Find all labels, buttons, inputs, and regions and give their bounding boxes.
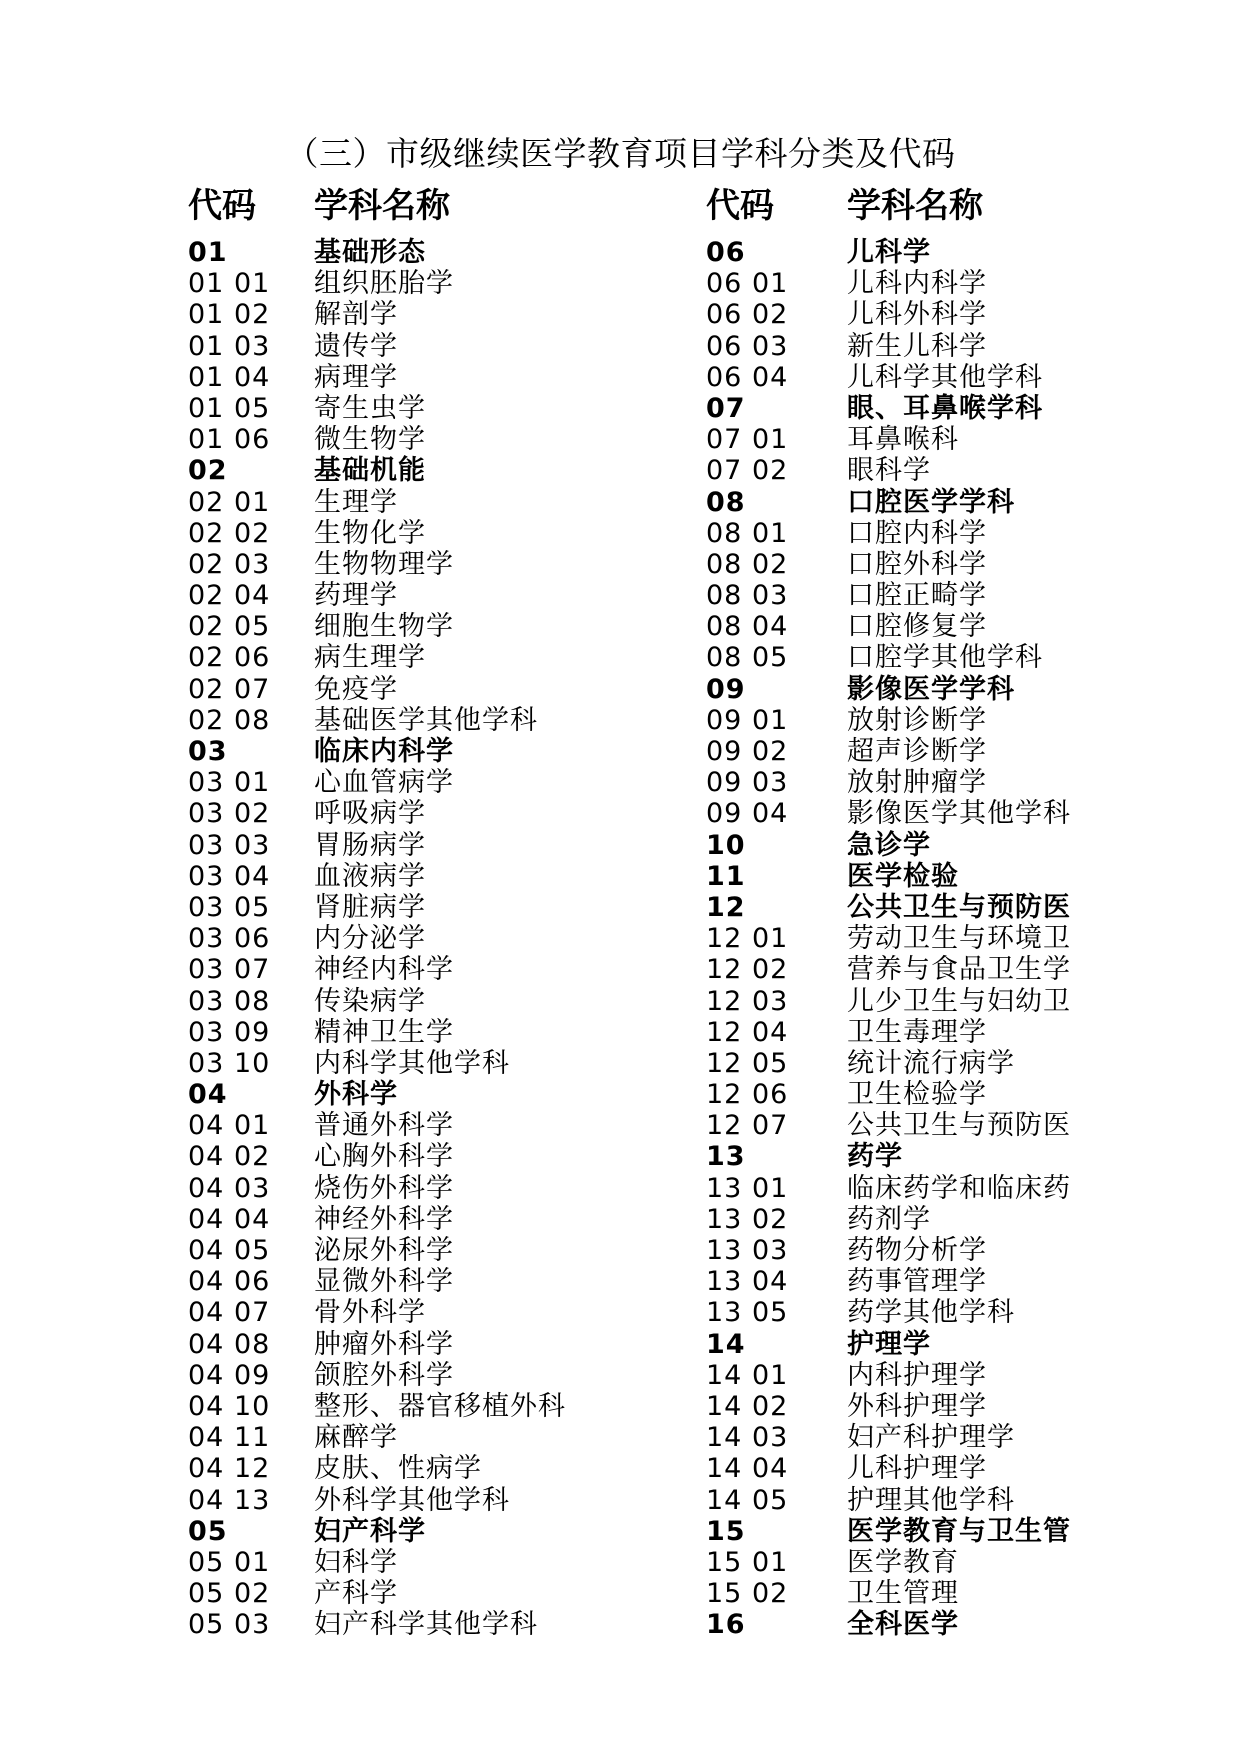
subject-name: 内科学其他学科 — [314, 1047, 510, 1079]
subject-row — [706, 1485, 1176, 1516]
subject-code: 02 06 — [188, 642, 271, 674]
subject-row — [188, 861, 658, 892]
subject-row — [188, 674, 658, 705]
subject-code: 05 03 — [188, 1609, 271, 1641]
category-row — [706, 1609, 1176, 1640]
subject-code: 03 06 — [188, 923, 271, 955]
category-row — [706, 487, 1176, 518]
subject-code: 12 07 — [706, 1110, 789, 1142]
subject-name: 病生理学 — [314, 642, 426, 674]
subject-row — [188, 1266, 658, 1297]
subject-row — [706, 1079, 1176, 1110]
subject-code: 02 02 — [188, 517, 271, 549]
left-column — [188, 237, 658, 1640]
subject-code: 05 01 — [188, 1546, 271, 1578]
category-row — [706, 1516, 1176, 1547]
subject-code: 03 07 — [188, 954, 271, 986]
subject-row — [706, 424, 1176, 455]
subject-code: 09 02 — [706, 736, 789, 767]
subject-code: 09 01 — [706, 704, 789, 736]
subject-name: 基础医学其他学科 — [314, 704, 538, 736]
subject-name: 呼吸病学 — [314, 798, 426, 830]
subject-row — [188, 1485, 658, 1516]
subject-code: 01 05 — [188, 392, 271, 424]
subject-code: 14 — [706, 1328, 746, 1360]
subject-code: 02 05 — [188, 611, 271, 643]
subject-name: 药事管理学 — [847, 1266, 987, 1298]
subject-code: 07 01 — [706, 424, 789, 456]
subject-row — [706, 580, 1176, 611]
subject-row — [706, 954, 1176, 985]
subject-code: 13 02 — [706, 1203, 789, 1235]
subject-code: 02 07 — [188, 673, 271, 705]
subject-name: 劳动卫生与环境卫 — [847, 923, 1071, 955]
subject-code: 01 03 — [188, 330, 271, 362]
subject-code: 03 03 — [188, 829, 271, 861]
subject-code: 04 11 — [188, 1422, 271, 1454]
subject-name: 儿少卫生与妇幼卫 — [847, 985, 1071, 1017]
subject-row — [188, 767, 658, 798]
subject-code: 04 08 — [188, 1328, 271, 1360]
category-row — [188, 237, 658, 268]
subject-name: 内分泌学 — [314, 923, 426, 955]
subject-name: 医学教育与卫生管 — [847, 1515, 1071, 1547]
subject-row — [188, 331, 658, 362]
subject-name: 儿科内科学 — [847, 268, 987, 300]
subject-name: 外科学其他学科 — [314, 1484, 510, 1516]
subject-code: 12 03 — [706, 985, 789, 1017]
subject-name: 放射诊断学 — [847, 704, 987, 736]
right-column — [706, 237, 1176, 1640]
subject-code: 04 07 — [188, 1297, 271, 1329]
category-row — [188, 1516, 658, 1547]
subject-row — [706, 611, 1176, 642]
subject-name: 普通外科学 — [314, 1110, 454, 1142]
subject-code: 04 03 — [188, 1172, 271, 1204]
subject-row — [706, 1453, 1176, 1484]
subject-code: 01 — [188, 237, 228, 268]
subject-name: 新生儿科学 — [847, 330, 987, 362]
subject-code: 05 — [188, 1515, 228, 1547]
subject-name: 口腔医学学科 — [847, 486, 1015, 518]
category-row — [706, 861, 1176, 892]
subject-row — [188, 393, 658, 424]
subject-row — [706, 767, 1176, 798]
subject-name: 皮肤、性病学 — [314, 1453, 482, 1485]
subject-code: 03 09 — [188, 1016, 271, 1048]
subject-code: 03 — [188, 736, 228, 767]
subject-code: 06 — [706, 237, 746, 268]
category-row — [706, 1141, 1176, 1172]
subject-code: 13 01 — [706, 1172, 789, 1204]
subject-code: 12 01 — [706, 923, 789, 955]
subject-row — [706, 455, 1176, 486]
subject-row — [188, 1578, 658, 1609]
subject-name: 临床内科学 — [314, 736, 454, 767]
subject-code: 14 03 — [706, 1422, 789, 1454]
subject-name: 口腔正畸学 — [847, 580, 987, 612]
subject-name: 儿科学其他学科 — [847, 361, 1043, 393]
subject-code: 04 12 — [188, 1453, 271, 1485]
subject-name: 心血管病学 — [314, 767, 454, 799]
subject-code: 06 04 — [706, 361, 789, 393]
subject-code: 04 09 — [188, 1359, 271, 1391]
subject-code: 08 02 — [706, 548, 789, 580]
subject-name: 免疫学 — [314, 673, 398, 705]
subject-row — [706, 986, 1176, 1017]
subject-code: 12 02 — [706, 954, 789, 986]
subject-code: 10 — [706, 829, 746, 861]
subject-row — [188, 424, 658, 455]
subject-name: 妇产科学其他学科 — [314, 1609, 538, 1641]
subject-code: 03 10 — [188, 1047, 271, 1079]
subject-row — [188, 1017, 658, 1048]
subject-code: 04 02 — [188, 1141, 271, 1173]
subject-row — [188, 1110, 658, 1141]
subject-name: 骨外科学 — [314, 1297, 426, 1329]
subject-name: 统计流行病学 — [847, 1047, 1015, 1079]
category-row — [706, 674, 1176, 705]
subject-name: 病理学 — [314, 361, 398, 393]
page-title: （三）市级继续医学教育项目学科分类及代码 — [285, 134, 956, 173]
category-row — [188, 1079, 658, 1110]
code-header-right: 代码 — [706, 186, 774, 226]
subject-code: 14 05 — [706, 1484, 789, 1516]
subject-row — [188, 892, 658, 923]
subject-name: 基础机能 — [314, 455, 426, 487]
subject-code: 04 01 — [188, 1110, 271, 1142]
subject-code: 08 01 — [706, 517, 789, 549]
subject-name: 药剂学 — [847, 1203, 931, 1235]
subject-name: 显微外科学 — [314, 1266, 454, 1298]
subject-row — [706, 798, 1176, 829]
subject-code: 08 04 — [706, 611, 789, 643]
subject-row — [188, 1547, 658, 1578]
subject-code: 09 — [706, 673, 746, 705]
subject-code: 13 05 — [706, 1297, 789, 1329]
subject-name: 眼科学 — [847, 455, 931, 487]
subject-row — [706, 1110, 1176, 1141]
subject-row — [188, 1453, 658, 1484]
subject-code: 04 — [188, 1079, 228, 1111]
subject-row — [706, 331, 1176, 362]
subject-name: 烧伤外科学 — [314, 1172, 454, 1204]
subject-name: 精神卫生学 — [314, 1016, 454, 1048]
subject-name: 口腔学其他学科 — [847, 642, 1043, 674]
subject-row — [706, 1547, 1176, 1578]
subject-name: 药物分析学 — [847, 1235, 987, 1266]
subject-name: 产科学 — [314, 1578, 398, 1610]
subject-name: 组织胚胎学 — [314, 268, 454, 300]
subject-code: 13 03 — [706, 1235, 789, 1266]
subject-name: 临床药学和临床药 — [847, 1172, 1071, 1204]
subject-code: 06 03 — [706, 330, 789, 362]
subject-name: 影像医学其他学科 — [847, 798, 1071, 830]
subject-row — [706, 518, 1176, 549]
subject-name: 护理其他学科 — [847, 1484, 1015, 1516]
subject-row — [188, 1141, 658, 1172]
subject-row — [188, 1329, 658, 1360]
subject-code: 03 02 — [188, 798, 271, 830]
subject-name: 急诊学 — [847, 829, 931, 861]
subject-code: 04 10 — [188, 1390, 271, 1422]
subject-name: 儿科外科学 — [847, 299, 987, 331]
subject-row — [706, 1235, 1176, 1266]
code-header-left: 代码 — [188, 186, 256, 226]
subject-name: 卫生检验学 — [847, 1079, 987, 1111]
subject-name: 肾脏病学 — [314, 891, 426, 923]
subject-code: 12 04 — [706, 1016, 789, 1048]
subject-name: 基础形态 — [314, 237, 426, 268]
subject-name: 儿科学 — [847, 237, 931, 268]
subject-code: 08 — [706, 486, 746, 518]
subject-row — [188, 1422, 658, 1453]
subject-name: 药理学 — [314, 580, 398, 612]
subject-row — [706, 1578, 1176, 1609]
subject-name: 神经内科学 — [314, 954, 454, 986]
subject-code: 07 — [706, 392, 746, 424]
subject-row — [706, 299, 1176, 330]
subject-name: 全科医学 — [847, 1609, 959, 1641]
name-header-left: 学科名称 — [314, 186, 450, 226]
subject-name: 卫生毒理学 — [847, 1016, 987, 1048]
subject-name: 生物物理学 — [314, 548, 454, 580]
subject-code: 01 06 — [188, 424, 271, 456]
subject-row — [188, 798, 658, 829]
subject-code: 12 06 — [706, 1079, 789, 1111]
subject-name: 药学 — [847, 1141, 903, 1173]
subject-row — [188, 611, 658, 642]
subject-name: 遗传学 — [314, 330, 398, 362]
subject-code: 15 02 — [706, 1578, 789, 1610]
subject-row — [188, 1391, 658, 1422]
subject-code: 12 05 — [706, 1047, 789, 1079]
subject-name: 生物化学 — [314, 517, 426, 549]
subject-name: 胃肠病学 — [314, 829, 426, 861]
subject-code: 08 03 — [706, 580, 789, 612]
category-row — [706, 1329, 1176, 1360]
subject-name: 公共卫生与预防医 — [847, 1110, 1071, 1142]
subject-code: 03 08 — [188, 985, 271, 1017]
category-row — [706, 393, 1176, 424]
subject-row — [188, 1360, 658, 1391]
subject-code: 02 01 — [188, 486, 271, 518]
subject-row — [188, 1173, 658, 1204]
subject-code: 06 01 — [706, 268, 789, 300]
subject-code: 03 01 — [188, 767, 271, 799]
subject-name: 耳鼻喉科 — [847, 424, 959, 456]
category-row — [706, 892, 1176, 923]
subject-code: 02 04 — [188, 580, 271, 612]
subject-row — [706, 1204, 1176, 1235]
subject-name: 超声诊断学 — [847, 736, 987, 767]
subject-name: 影像医学学科 — [847, 673, 1015, 705]
subject-code: 04 05 — [188, 1235, 271, 1266]
subject-name: 医学教育 — [847, 1546, 959, 1578]
subject-code: 14 02 — [706, 1390, 789, 1422]
subject-row — [188, 487, 658, 518]
subject-name: 寄生虫学 — [314, 392, 426, 424]
subject-name: 营养与食品卫生学 — [847, 954, 1071, 986]
subject-name: 微生物学 — [314, 424, 426, 456]
subject-code: 02 08 — [188, 704, 271, 736]
subject-code: 02 — [188, 455, 228, 487]
subject-name: 外科学 — [314, 1079, 398, 1111]
subject-code: 07 02 — [706, 455, 789, 487]
subject-name: 公共卫生与预防医 — [847, 891, 1071, 923]
subject-name: 泌尿外科学 — [314, 1235, 454, 1266]
subject-code: 06 02 — [706, 299, 789, 331]
subject-name: 生理学 — [314, 486, 398, 518]
subject-code: 13 04 — [706, 1266, 789, 1298]
subject-code: 15 01 — [706, 1546, 789, 1578]
name-header-right: 学科名称 — [847, 186, 983, 226]
subject-name: 药学其他学科 — [847, 1297, 1015, 1329]
subject-name: 卫生管理 — [847, 1578, 959, 1610]
subject-name: 心胸外科学 — [314, 1141, 454, 1173]
subject-code: 09 03 — [706, 767, 789, 799]
subject-row — [188, 830, 658, 861]
subject-row — [188, 642, 658, 673]
subject-name: 颌腔外科学 — [314, 1359, 454, 1391]
subject-name: 传染病学 — [314, 985, 426, 1017]
subject-code: 12 — [706, 891, 746, 923]
subject-code: 01 02 — [188, 299, 271, 331]
subject-row — [188, 299, 658, 330]
subject-code: 04 04 — [188, 1203, 271, 1235]
subject-name: 医学检验 — [847, 860, 959, 892]
subject-code: 01 01 — [188, 268, 271, 300]
category-row — [706, 237, 1176, 268]
subject-row — [706, 1422, 1176, 1453]
subject-name: 整形、器官移植外科 — [314, 1390, 566, 1422]
subject-code: 03 05 — [188, 891, 271, 923]
subject-code: 11 — [706, 860, 746, 892]
subject-name: 放射肿瘤学 — [847, 767, 987, 799]
subject-code: 03 04 — [188, 860, 271, 892]
subject-name: 儿科护理学 — [847, 1453, 987, 1485]
subject-row — [706, 268, 1176, 299]
category-row — [188, 455, 658, 486]
subject-code: 14 01 — [706, 1359, 789, 1391]
category-row — [706, 830, 1176, 861]
subject-row — [706, 705, 1176, 736]
subject-name: 口腔内科学 — [847, 517, 987, 549]
subject-code: 09 04 — [706, 798, 789, 830]
category-row — [188, 736, 658, 767]
subject-code: 13 — [706, 1141, 746, 1173]
subject-row — [706, 923, 1176, 954]
subject-row — [706, 362, 1176, 393]
subject-name: 妇产科学 — [314, 1515, 426, 1547]
subject-row — [188, 580, 658, 611]
subject-name: 眼、耳鼻喉学科 — [847, 392, 1043, 424]
subject-row — [188, 362, 658, 393]
subject-name: 血液病学 — [314, 860, 426, 892]
subject-row — [188, 954, 658, 985]
subject-row — [188, 1048, 658, 1079]
subject-name: 神经外科学 — [314, 1203, 454, 1235]
subject-code: 04 06 — [188, 1266, 271, 1298]
subject-name: 麻醉学 — [314, 1422, 398, 1454]
subject-row — [706, 549, 1176, 580]
subject-code: 01 04 — [188, 361, 271, 393]
subject-row — [706, 1360, 1176, 1391]
subject-row — [706, 1017, 1176, 1048]
subject-name: 口腔外科学 — [847, 548, 987, 580]
subject-code: 05 02 — [188, 1578, 271, 1610]
subject-row — [706, 1048, 1176, 1079]
subject-row — [188, 268, 658, 299]
subject-row — [188, 1235, 658, 1266]
subject-row — [706, 1173, 1176, 1204]
subject-row — [706, 1391, 1176, 1422]
subject-name: 妇产科护理学 — [847, 1422, 1015, 1454]
subject-code: 16 — [706, 1609, 746, 1641]
subject-name: 解剖学 — [314, 299, 398, 331]
subject-name: 口腔修复学 — [847, 611, 987, 643]
subject-code: 15 — [706, 1515, 746, 1547]
subject-code: 08 05 — [706, 642, 789, 674]
subject-name: 外科护理学 — [847, 1390, 987, 1422]
subject-code: 02 03 — [188, 548, 271, 580]
subject-code: 14 04 — [706, 1453, 789, 1485]
subject-name: 肿瘤外科学 — [314, 1328, 454, 1360]
subject-row — [188, 705, 658, 736]
subject-row — [706, 1297, 1176, 1328]
subject-row — [706, 642, 1176, 673]
subject-row — [706, 1266, 1176, 1297]
subject-row — [188, 1204, 658, 1235]
subject-row — [188, 1297, 658, 1328]
subject-code: 04 13 — [188, 1484, 271, 1516]
subject-row — [188, 518, 658, 549]
subject-row — [188, 549, 658, 580]
subject-name: 妇科学 — [314, 1546, 398, 1578]
subject-row — [188, 923, 658, 954]
subject-row — [188, 986, 658, 1017]
subject-name: 细胞生物学 — [314, 611, 454, 643]
subject-row — [706, 736, 1176, 767]
subject-row — [188, 1609, 658, 1640]
subject-name: 护理学 — [847, 1328, 931, 1360]
subject-name: 内科护理学 — [847, 1359, 987, 1391]
